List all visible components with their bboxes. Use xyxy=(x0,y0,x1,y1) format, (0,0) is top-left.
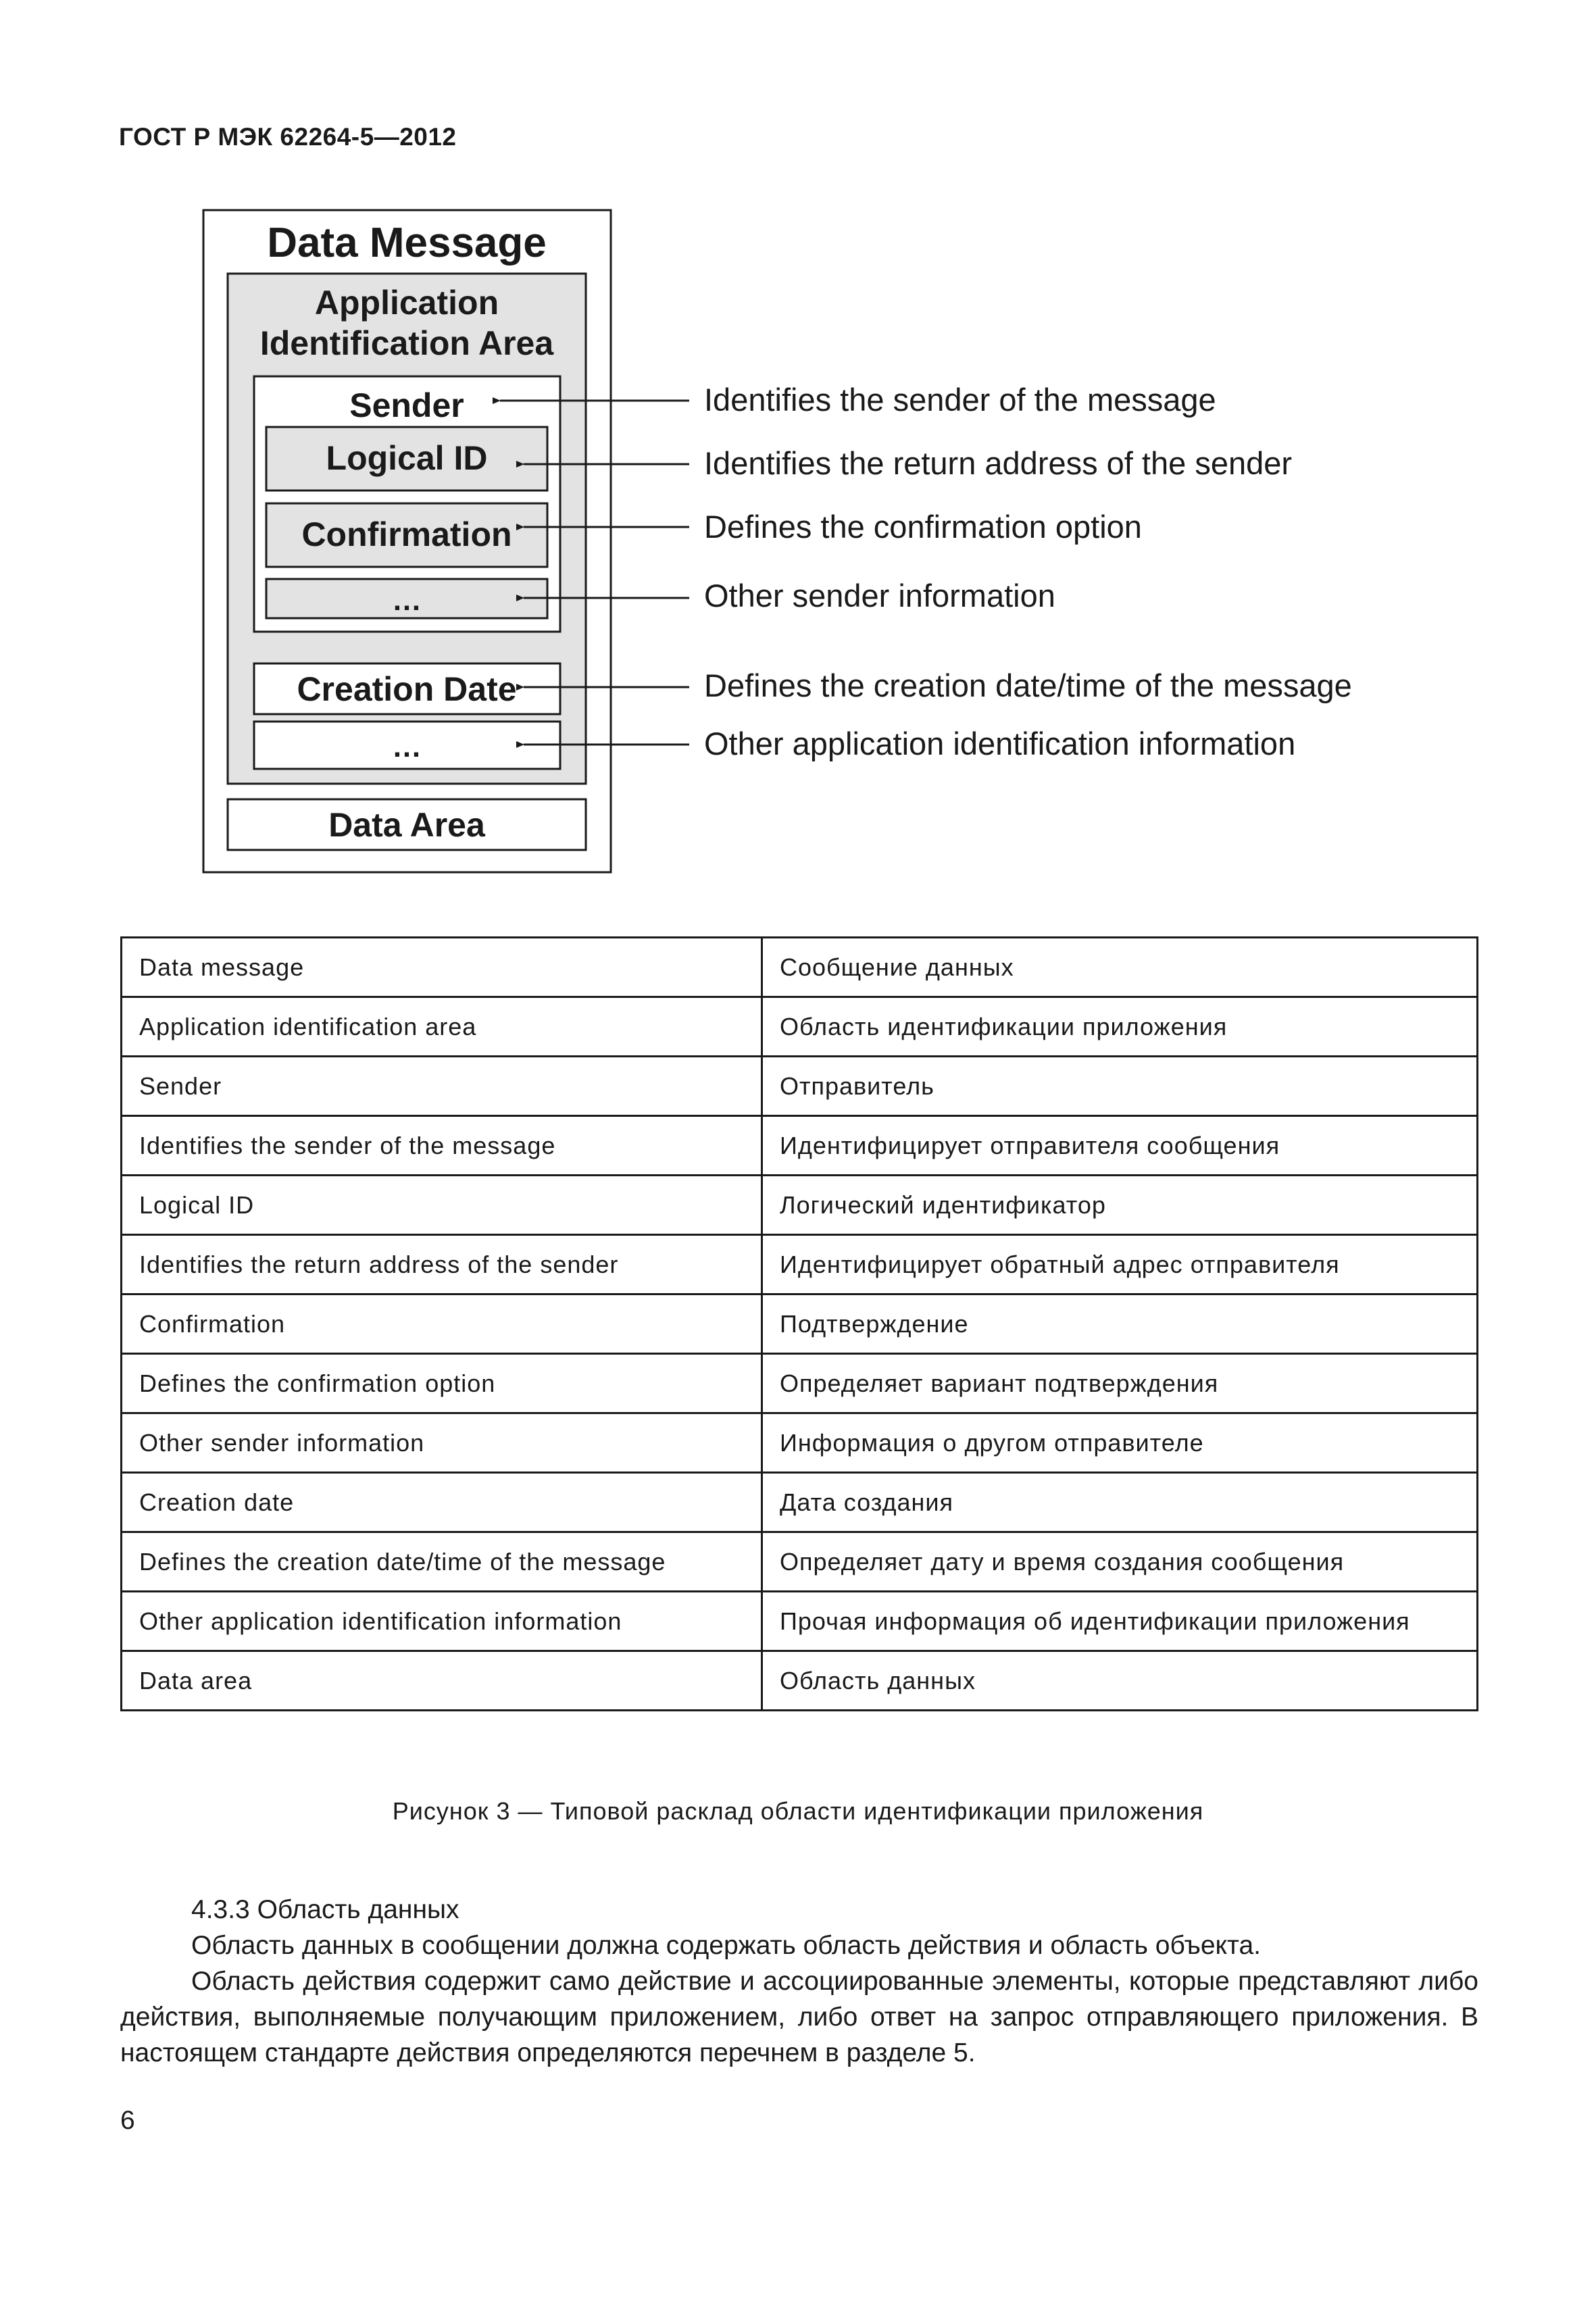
annotation-app-more: Other application identification information xyxy=(704,726,1296,761)
data-message-title: Data Message xyxy=(267,220,547,266)
app-area-label-line2: Identification Area xyxy=(259,324,554,362)
term-en: Defines the creation date/time of the message xyxy=(122,1532,762,1592)
term-en: Identifies the sender of the message xyxy=(122,1116,762,1176)
sender-label: Sender xyxy=(349,386,464,424)
table-row xyxy=(122,1294,1478,1354)
term-en: Other application identification information xyxy=(122,1592,762,1651)
figure-caption: Рисунок 3 — Типовой расклад области идентификации приложения xyxy=(392,1797,1204,1825)
data-message-diagram xyxy=(0,0,1596,899)
term-ru: Область данных xyxy=(762,1651,1478,1711)
term-en: Logical ID xyxy=(122,1176,762,1235)
term-ru: Определяет вариант подтверждения xyxy=(762,1354,1478,1413)
table-row xyxy=(122,997,1478,1057)
table-row xyxy=(122,1176,1478,1235)
logical-id-label: Logical ID xyxy=(326,439,488,477)
table-row xyxy=(122,1413,1478,1473)
term-en: Confirmation xyxy=(122,1294,762,1354)
annotation-confirmation: Defines the confirmation option xyxy=(704,509,1142,545)
annotation-logical-id: Identifies the return address of the sender xyxy=(704,445,1293,481)
term-ru: Идентифицирует отправителя сообщения xyxy=(762,1116,1478,1176)
term-en: Creation date xyxy=(122,1473,762,1532)
term-ru: Определяет дату и время создания сообщения xyxy=(762,1532,1478,1592)
term-en: Identifies the return address of the sender xyxy=(122,1235,762,1294)
body-paragraph: Область данных в сообщении должна содержать область действия и область объекта. xyxy=(191,1931,1262,1960)
data-area-label: Data Area xyxy=(328,806,485,844)
table-row xyxy=(122,1235,1478,1294)
annotation-sender: Identifies the sender of the message xyxy=(704,382,1216,418)
confirmation-label: Confirmation xyxy=(301,515,512,553)
glossary-table xyxy=(120,936,1478,1711)
term-ru: Отправитель xyxy=(762,1057,1478,1116)
term-ru: Идентифицирует обратный адрес отправителя xyxy=(762,1235,1478,1294)
term-ru: Область идентификации приложения xyxy=(762,997,1478,1057)
table-row xyxy=(122,938,1478,997)
term-en: Other sender information xyxy=(122,1413,762,1473)
term-ru: Прочая информация об идентификации приложения xyxy=(762,1592,1478,1651)
term-en: Data message xyxy=(122,938,762,997)
creation-date-label: Creation Date xyxy=(297,670,517,708)
body-paragraph: Область действия содержит само действие и ассоциированные элементы, которые представляют либо действия, выполняемые получающим приложением, либо ответ на запрос отправляющего приложения. В настоящем стандарте действия определяются перечнем в разделе 5. xyxy=(120,1967,1478,2067)
sender-more-label: … xyxy=(392,584,422,617)
table-row xyxy=(122,1532,1478,1592)
term-ru: Логический идентификатор xyxy=(762,1176,1478,1235)
app-more-label: … xyxy=(392,730,422,763)
document-header: ГОСТ Р МЭК 62264-5—2012 xyxy=(119,123,457,151)
term-ru: Подтверждение xyxy=(762,1294,1478,1354)
annotation-sender-more: Other sender information xyxy=(704,578,1055,613)
app-area-label-line1: Application xyxy=(314,284,499,322)
term-en: Data area xyxy=(122,1651,762,1711)
table-row xyxy=(122,1473,1478,1532)
term-ru: Сообщение данных xyxy=(762,938,1478,997)
table-row xyxy=(122,1651,1478,1711)
table-row xyxy=(122,1592,1478,1651)
body-text xyxy=(120,1892,1478,2071)
term-ru: Дата создания xyxy=(762,1473,1478,1532)
term-en: Defines the confirmation option xyxy=(122,1354,762,1413)
term-ru: Информация о другом отправителе xyxy=(762,1413,1478,1473)
table-row xyxy=(122,1354,1478,1413)
section-heading: 4.3.3 Область данных xyxy=(191,1895,459,1924)
table-row xyxy=(122,1116,1478,1176)
term-en: Sender xyxy=(122,1057,762,1116)
table-row xyxy=(122,1057,1478,1116)
term-en: Application identification area xyxy=(122,997,762,1057)
page-number: 6 xyxy=(120,2106,135,2135)
annotation-creation-date: Defines the creation date/time of the message xyxy=(704,668,1352,703)
